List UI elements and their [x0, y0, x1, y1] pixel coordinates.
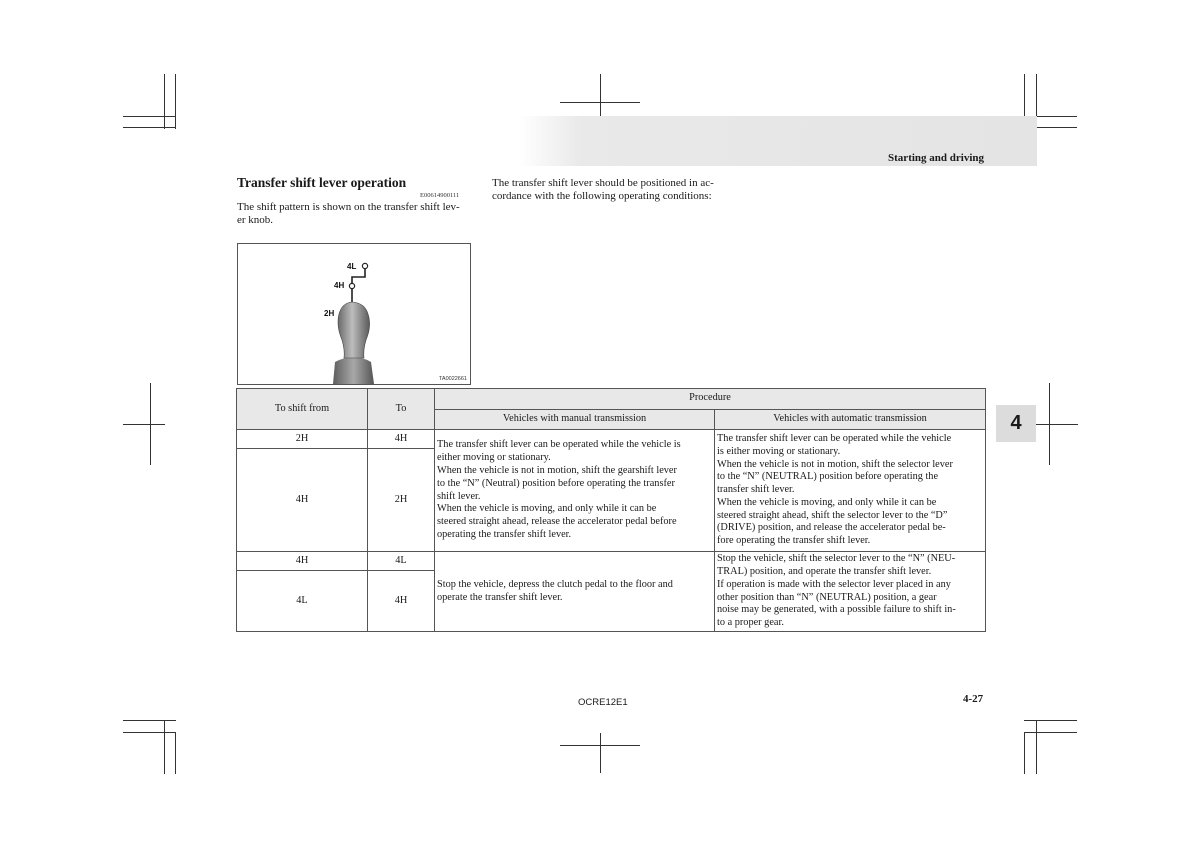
- label-2h: 2H: [324, 309, 335, 318]
- cell-from: 2H: [237, 430, 368, 449]
- page-header-title: Starting and driving: [888, 152, 984, 164]
- chapter-tab: 4: [996, 405, 1036, 442]
- header-automatic: Vehicles with automatic transmission: [715, 409, 986, 430]
- shift-knob-illustration: [238, 244, 471, 385]
- auto-line: TRAL) position, and operate the transfer shift lever.: [717, 565, 932, 577]
- manual-procedure-2: [435, 552, 715, 632]
- manual-line: operating the transfer shift lever.: [437, 528, 572, 540]
- intro-line: er knob.: [237, 214, 274, 226]
- header-shift-from: To shift from: [237, 389, 368, 430]
- automatic-procedure-1: [715, 430, 986, 552]
- auto-line: fore operating the transfer shift lever.: [717, 535, 871, 547]
- header-to: To: [368, 389, 435, 430]
- manual-procedure-1: [435, 430, 715, 552]
- auto-line: is either moving or stationary.: [717, 445, 841, 457]
- header-procedure: Procedure: [435, 389, 986, 410]
- auto-line: Stop the vehicle, shift the selector lever to the “N” (NEU-: [717, 553, 956, 565]
- cell-to: 2H: [368, 449, 435, 552]
- auto-line: to a proper gear.: [717, 617, 784, 629]
- auto-line: noise may be generated, with a possible failure to shift in-: [717, 604, 956, 616]
- manual-line: When the vehicle is moving, and only while it can be: [437, 503, 657, 515]
- cell-to: 4H: [368, 430, 435, 449]
- header-manual: Vehicles with manual transmission: [435, 409, 715, 430]
- manual-line: operate the transfer shift lever.: [437, 591, 563, 603]
- transfer-procedure-table: [236, 388, 986, 632]
- auto-line: steered straight ahead, shift the selector lever to the “D”: [717, 509, 948, 521]
- manual-line: Stop the vehicle, depress the clutch pedal to the floor and: [437, 578, 673, 590]
- auto-line: The transfer shift lever can be operated while the vehicle: [717, 432, 952, 444]
- cell-to: 4L: [368, 552, 435, 571]
- auto-line: to the “N” (NEUTRAL) position before operating the: [717, 471, 939, 483]
- shift-pattern-figure: [237, 243, 471, 385]
- auto-line: (DRIVE) position, and release the accelerator pedal be-: [717, 522, 946, 534]
- right-line: cordance with the following operating conditions:: [492, 190, 712, 202]
- manual-line: shift lever.: [437, 490, 481, 502]
- figure-code: TA0022661: [438, 376, 467, 382]
- page-number: 4-27: [963, 693, 984, 705]
- cell-to: 4H: [368, 571, 435, 632]
- auto-line: When the vehicle is moving, and only while it can be: [717, 496, 937, 508]
- auto-line: When the vehicle is not in motion, shift the selector lever: [717, 458, 953, 470]
- manual-line: When the vehicle is not in motion, shift the gearshift lever: [437, 464, 677, 476]
- intro-line: The shift pattern is shown on the transfer shift lev-: [237, 201, 460, 213]
- cell-from: 4L: [237, 571, 368, 632]
- footer-doc-code: OCRE12E1: [578, 697, 628, 708]
- label-4h: 4H: [334, 281, 345, 290]
- intro-paragraph: [237, 201, 460, 227]
- right-line: The transfer shift lever should be positioned in ac-: [492, 177, 714, 189]
- manual-line: to the “N” (Neutral) position before operating the transfer: [437, 477, 675, 489]
- auto-line: If operation is made with the selector lever placed in any: [717, 578, 951, 590]
- cell-from: 4H: [237, 449, 368, 552]
- manual-line: either moving or stationary.: [437, 452, 551, 464]
- label-4l: 4L: [347, 262, 357, 271]
- section-title: Transfer shift lever operation: [237, 175, 407, 190]
- table-row: [237, 430, 986, 449]
- section-code: E00614900111: [420, 192, 460, 199]
- auto-line: other position than “N” (NEUTRAL) position, a gear: [717, 591, 937, 603]
- cell-from: 4H: [237, 552, 368, 571]
- automatic-procedure-2: [715, 552, 986, 632]
- right-paragraph: [492, 177, 714, 203]
- manual-line: steered straight ahead, release the accelerator pedal before: [437, 516, 677, 528]
- manual-line: The transfer shift lever can be operated while the vehicle is: [437, 439, 681, 451]
- table-row: [237, 552, 986, 571]
- auto-line: transfer shift lever.: [717, 484, 795, 496]
